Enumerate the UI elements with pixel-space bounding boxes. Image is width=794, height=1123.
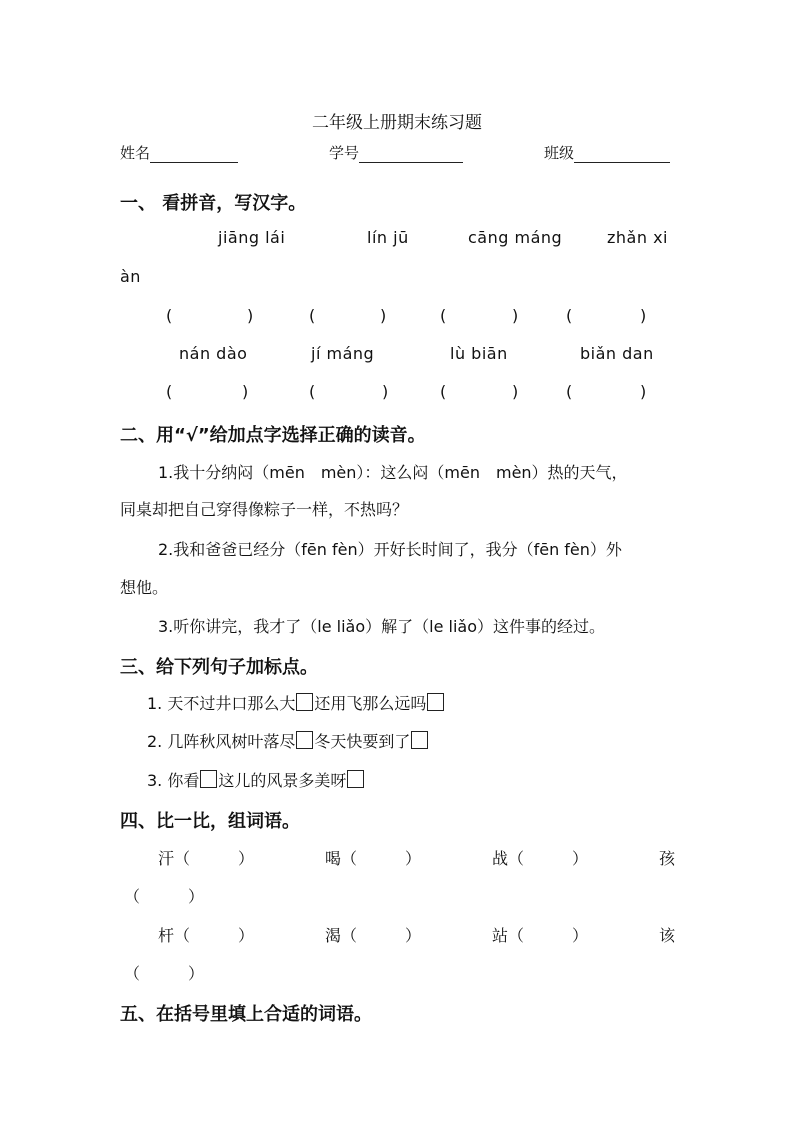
pinyin-8: biǎn dan <box>580 344 654 363</box>
class-field[interactable] <box>544 142 670 163</box>
answer-paren-open: ( <box>166 382 173 401</box>
question-2-1-line-1: 1.我十分纳闷（mēn mèn）：这么闷（mēn mèn）热的天气， <box>158 463 628 482</box>
pinyin-6: jí máng <box>311 344 375 363</box>
section-5-heading: 五、在括号里填上合适的词语。 <box>120 1004 372 1025</box>
question-3-1 <box>147 691 445 714</box>
pinyin-3: cāng máng <box>468 228 563 247</box>
word-item: 渴（ ） <box>324 926 421 945</box>
answer-paren-open: ( <box>309 306 316 325</box>
pinyin-4: zhǎn xi <box>607 228 668 247</box>
word-item: 孩 <box>658 849 675 868</box>
student-id-field[interactable] <box>329 142 463 163</box>
word-item: 汗（ ） <box>158 849 255 868</box>
punctuation-box[interactable] <box>296 693 313 711</box>
question-2-1-line-2: 同桌却把自己穿得像粽子一样，不热吗？ <box>120 500 409 519</box>
student-id-label: 学号 <box>329 144 360 162</box>
question-3-1-part-a: 1. 天不过井口那么大 <box>147 694 296 713</box>
section-2-heading: 二、用“√”给加点字选择正确的读音。 <box>120 425 426 446</box>
punctuation-box[interactable] <box>427 693 444 711</box>
section-3-heading: 三、给下列句子加标点。 <box>120 657 318 678</box>
answer-paren-close: ) <box>382 382 389 401</box>
answer-paren-close: ) <box>512 306 519 325</box>
question-2-2-line-2: 想他。 <box>120 578 169 597</box>
answer-paren-open: ( <box>440 382 447 401</box>
student-id-blank[interactable] <box>359 148 463 163</box>
name-blank[interactable] <box>150 148 238 163</box>
question-3-3-part-b: 这儿的风景多美呀 <box>218 771 347 790</box>
pinyin-5: nán dào <box>179 344 248 363</box>
word-row-1-wrap: （ ） <box>124 887 205 906</box>
question-3-1-part-b: 还用飞那么远吗 <box>314 694 427 713</box>
punctuation-box[interactable] <box>296 731 313 749</box>
pinyin-7: lù biān <box>450 344 508 363</box>
answer-paren-open: ( <box>309 382 316 401</box>
question-2-3: 3.听你讲完，我才了（le liǎo）解了（le liǎo）这件事的经过。 <box>158 617 605 636</box>
question-3-2-part-b: 冬天快要到了 <box>314 732 411 751</box>
word-item: 站（ ） <box>491 926 588 945</box>
word-item: 该 <box>658 926 675 945</box>
answer-paren-close: ) <box>640 382 647 401</box>
answer-paren-close: ) <box>640 306 647 325</box>
pinyin-2: lín jū <box>367 228 409 247</box>
class-label: 班级 <box>544 144 575 162</box>
name-field[interactable] <box>120 142 238 163</box>
section-1-heading: 一、 看拼音，写汉字。 <box>120 193 307 214</box>
answer-paren-close: ) <box>380 306 387 325</box>
punctuation-box[interactable] <box>411 731 428 749</box>
answer-paren-close: ) <box>247 306 254 325</box>
question-3-2 <box>147 729 429 752</box>
page-title: 二年级上册期末练习题 <box>312 113 482 133</box>
punctuation-box[interactable] <box>200 770 217 788</box>
word-row-2-wrap: （ ） <box>124 964 205 983</box>
punctuation-box[interactable] <box>347 770 364 788</box>
word-item: 杆（ ） <box>158 926 255 945</box>
word-row-1 <box>120 846 675 869</box>
section-4-heading: 四、比一比，组词语。 <box>120 811 300 832</box>
word-row-2 <box>120 923 675 946</box>
class-blank[interactable] <box>574 148 670 163</box>
word-item: 战（ ） <box>491 849 588 868</box>
word-item: 喝（ ） <box>324 849 421 868</box>
question-3-2-part-a: 2. 几阵秋风树叶落尽 <box>147 732 296 751</box>
answer-paren-open: ( <box>440 306 447 325</box>
name-label: 姓名 <box>120 144 151 162</box>
answer-paren-close: ) <box>512 382 519 401</box>
answer-paren-open: ( <box>166 306 173 325</box>
question-2-2-line-1: 2.我和爸爸已经分（fēn fèn）开好长时间了，我分（fēn fèn）外 <box>158 540 622 559</box>
pinyin-1: jiāng lái <box>218 228 286 247</box>
question-3-3-part-a: 3. 你看 <box>147 771 200 790</box>
answer-paren-open: ( <box>566 382 573 401</box>
answer-paren-close: ) <box>242 382 249 401</box>
answer-paren-open: ( <box>566 306 573 325</box>
question-3-3 <box>147 768 365 791</box>
pinyin-4-wrap: àn <box>120 267 141 286</box>
